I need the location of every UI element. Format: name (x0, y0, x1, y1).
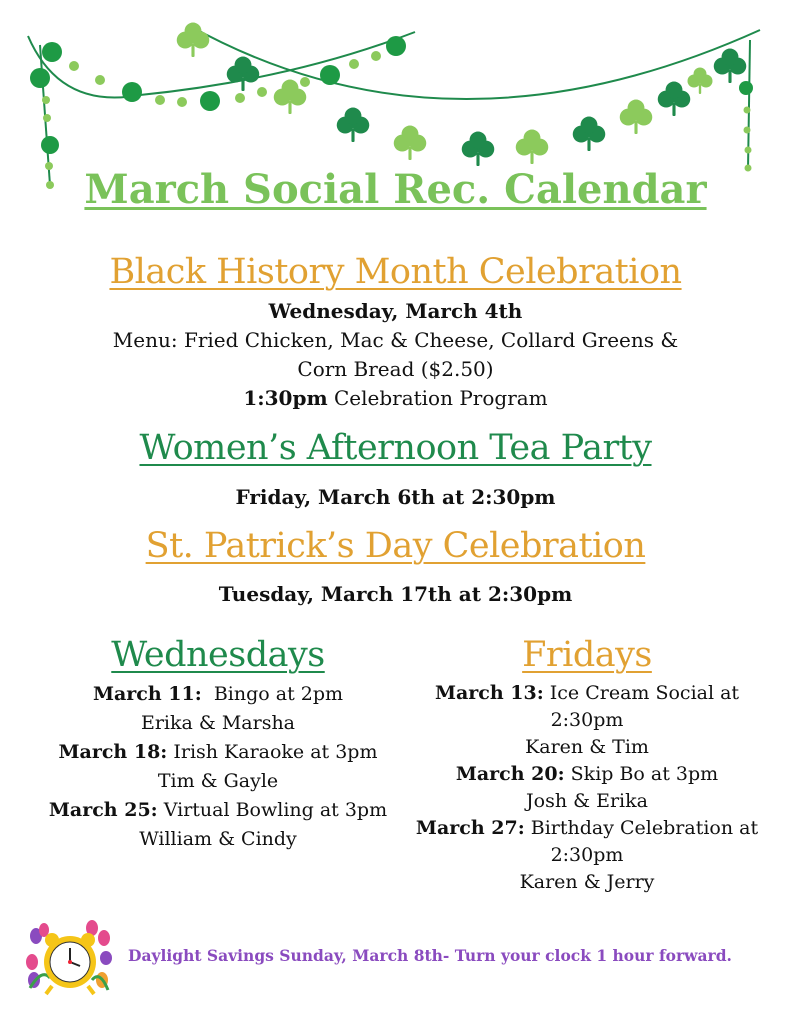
event-date: March 18: (58, 741, 168, 763)
wednesdays-column (18, 632, 418, 854)
list-item (18, 680, 418, 709)
black-history-date: Wednesday, March 4th (268, 299, 523, 323)
event-hosts: William & Cindy (139, 828, 297, 850)
event-hosts: Erika & Marsha (140, 712, 296, 734)
program-time: 1:30pm (243, 386, 328, 410)
list-item (400, 761, 774, 788)
event-hosts: Josh & Erika (526, 790, 648, 812)
event-date: March 20: (455, 763, 565, 785)
event-activity: Birthday Celebration at (524, 817, 759, 839)
list-item (400, 680, 774, 707)
black-history-menu-line1: Menu: Fried Chicken, Mac & Cheese, Collard Greens & (112, 328, 679, 352)
list-item (18, 796, 418, 825)
event-date: March 27: (415, 817, 525, 839)
tea-party-heading: Women’s Afternoon Tea Party (139, 428, 652, 468)
event-hosts: Tim & Gayle (157, 770, 279, 792)
page-title: March Social Rec. Calendar (84, 166, 707, 213)
list-item (400, 815, 774, 842)
event-date: March 13: (434, 682, 544, 704)
daylight-savings-note: Daylight Savings Sunday, March 8th- Turn your clock 1 hour forward. (128, 946, 732, 965)
event-activity-cont: 2:30pm (550, 844, 624, 866)
list-item (18, 738, 418, 767)
event-hosts: Karen & Jerry (519, 871, 655, 893)
black-history-heading: Black History Month Celebration (109, 252, 682, 292)
event-activity-cont: 2:30pm (550, 709, 624, 731)
tea-party-date: Friday, March 6th at 2:30pm (235, 485, 556, 509)
event-activity: Skip Bo at 3pm (564, 763, 719, 785)
event-activity: Bingo at 2pm (201, 683, 344, 705)
program-label: Celebration Program (333, 386, 548, 410)
event-activity: Irish Karaoke at 3pm (167, 741, 378, 763)
event-hosts: Karen & Tim (525, 736, 649, 758)
wednesdays-heading: Wednesdays (111, 635, 325, 675)
event-activity: Virtual Bowling at 3pm (157, 799, 388, 821)
black-history-program (0, 385, 791, 411)
alarm-clock-icon (22, 918, 118, 998)
event-date: March 11: (92, 683, 202, 705)
st-patricks-date: Tuesday, March 17th at 2:30pm (218, 582, 573, 606)
fridays-column (400, 632, 774, 896)
st-patricks-heading: St. Patrick’s Day Celebration (145, 526, 646, 566)
fridays-heading: Fridays (522, 635, 652, 675)
event-activity: Ice Cream Social at (543, 682, 740, 704)
black-history-menu-line2: Corn Bread ($2.50) (297, 357, 494, 381)
event-date: March 25: (48, 799, 158, 821)
